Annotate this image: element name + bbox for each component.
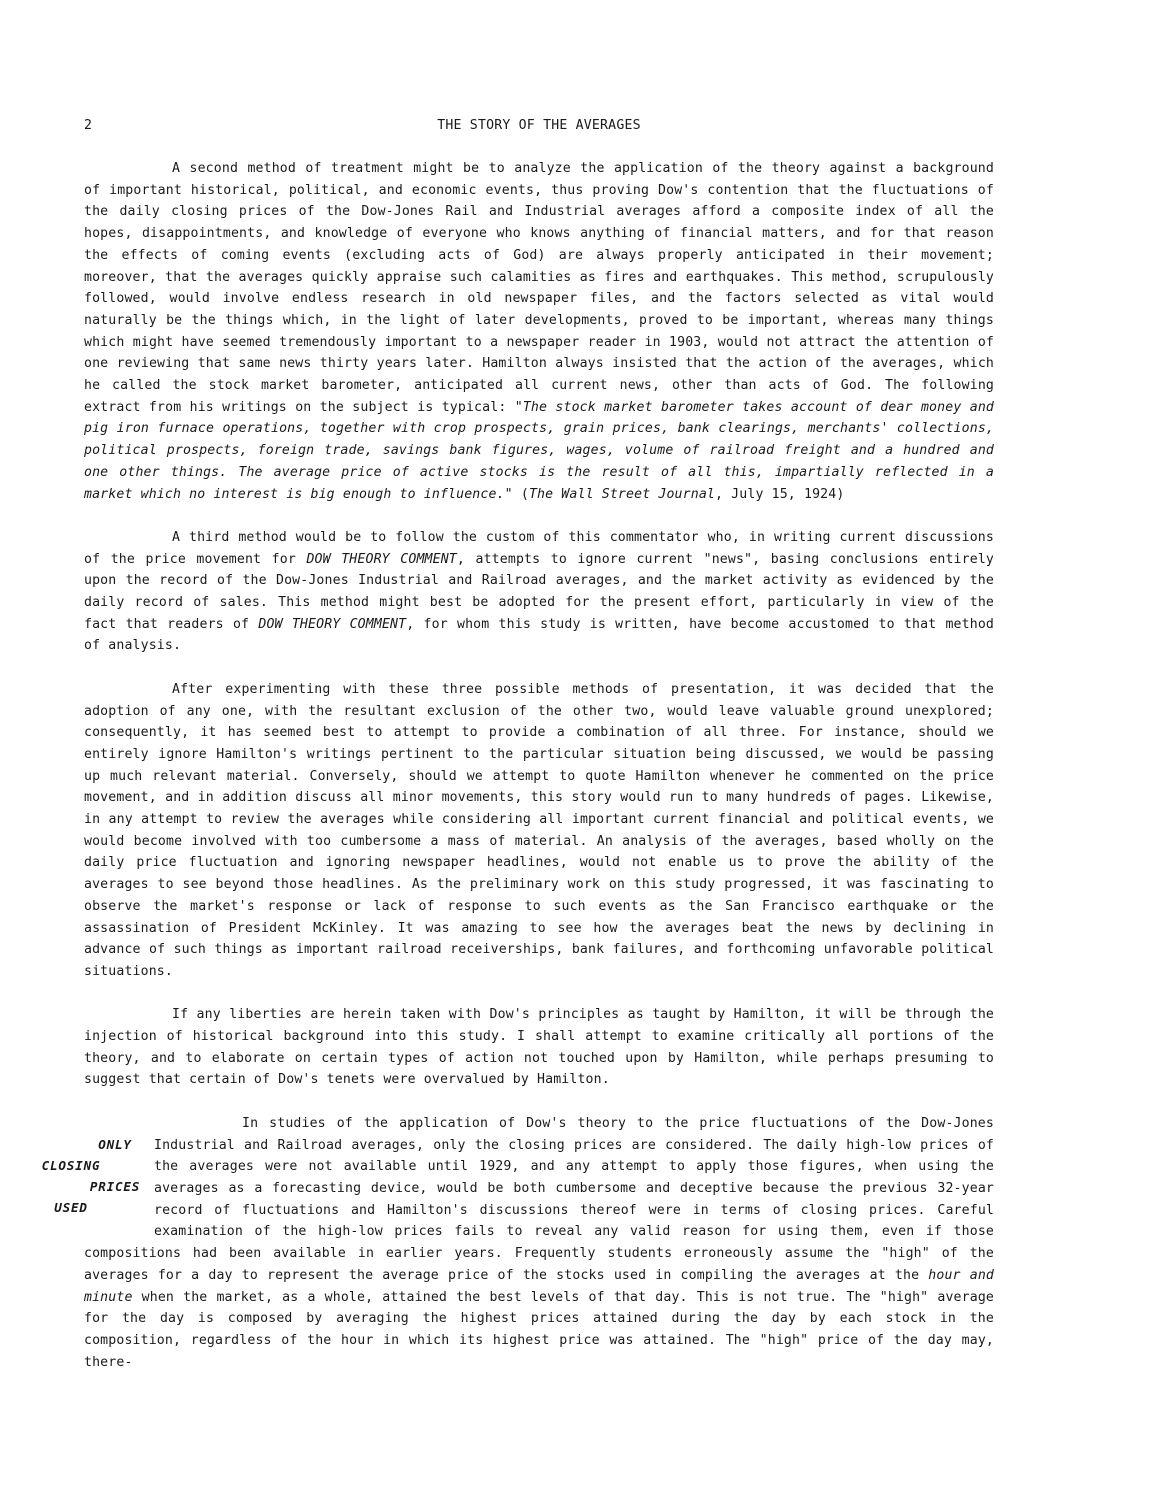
paragraph-text: , for whom this study is written, have become accustomed to that method of analysis. — [84, 616, 994, 654]
paragraph-text: when the market, as a whole, attained the best levels of that day. This is not true. The "high" average for the day is composed by averaging the highest prices attained during the day by each stock in the composition, regardless of the hour in which its highest price was attained. The "high" price of the day may, there- — [84, 1289, 994, 1370]
paragraph-first-method — [84, 158, 994, 505]
page-number: 2 — [84, 118, 93, 133]
page-header — [84, 118, 994, 138]
paragraph-text: , attempts to ignore current "news", basing conclusions entirely upon the record of the Dow-Jones Industrial and Railroad averages, and the market activity as evidenced by the daily record of sales. This method might best be adopted for the present effort, particularly in view of the fact that readers of — [84, 551, 995, 632]
paragraph-liberties: If any liberties are herein taken with Dow's principles as taught by Hamilton, it will be through the injection of historical background into this study. I shall attempt to examine critically all portions of the theory, and to elaborate on certain types of action not touched upon by Hamilton, while perhaps presuming to suggest that certain of Dow's tenets were overvalued by Hamilton. — [84, 1007, 994, 1088]
quote-source-publication: The Wall Street Journal — [528, 486, 715, 502]
paragraph-text: A second method of treatment might be to analyze the application of the theory against a background of important historical, political, and economic events, thus proving Dow's contention that the fluctuations of the daily closing prices of the Dow-Jones Rail and Industrial averages afford a composite index of all the hopes, disappointments, and knowledge of everyone who knows anything of financial matters, and for that reason the effects of coming events (excluding acts of God) are always properly anticipated in their movement; moreover, that the averages quickly appraise such calamities as fires and earthquakes. This method, scrupulously followed, would involve endless research in old newspaper files, and the factors selected as vital would naturally be the things which, in the light of later developments, proved to be important, whereas many things which might have seemed tremendously important to a newspaper reader in 1903, would not attract the attention of one reviewing that same news thirty years later. Hamilton always insisted that the action of the averages, which he called the stock market barometer, anticipated all current news, other than acts of God. The following extract from his writings on the subject is typical: — [84, 161, 994, 415]
side-heading-line: ONLY CLOSING — [41, 1136, 132, 1173]
emphasis-text: hour and minute — [84, 1267, 995, 1305]
publication-title: DOW THEORY COMMENT — [258, 616, 407, 632]
body-text — [41, 158, 995, 1373]
quote-source-date: , July 15, 1924) — [715, 486, 845, 502]
paragraph-closing-prices — [41, 1113, 995, 1373]
paragraph-text: In studies of the application of Dow's theory to the price fluctuations of the Dow-Jones Industrial and Railroad averages, only the closing prices are considered. The daily high-low prices of the averages were not available until 1929, and any attempt to apply those figures, when using the averages as a forecasting device, would be both cumbersome and deceptive because the previous 32-year record of fluctuations and Hamilton's discussions thereof were in terms of closing prices. Careful examination of the high-low prices fails to reveal any valid reason for using them, even if those compositions had been available in earlier years. Frequently students erroneously assume the "high" of the averages for a day to represent the average price of the stocks used in compiling the averages at the — [84, 1115, 994, 1283]
hamilton-quote: "The stock market barometer takes account of dear money and pig iron furnace operations, together with crop prospects, grain prices, bank clearings, merchants' collections, political prospects, foreign trade, savings bank figures, wages, volume of railroad freight and a hundred and one other things. The average price of active stocks is the result of all this, impartially reflected in a market which no interest is big enough to influence." — [84, 399, 994, 502]
quote-source-open: ( — [512, 486, 529, 502]
paragraph-text: A third method would be to follow the custom of this commentator who, in writing current discussions of the price movement for — [84, 529, 994, 567]
side-heading-line: PRICES USED — [54, 1178, 141, 1215]
running-title: THE STORY OF THE AVERAGES — [437, 118, 641, 133]
paragraph-third-method — [84, 527, 994, 657]
publication-title: DOW THEORY COMMENT — [306, 551, 457, 567]
paragraph-combination: After experimenting with these three possible methods of presentation, it was decided that the adoption of any one, with the resultant exclusion of the other two, would leave valuable ground unexplored; consequently, it has seemed best to attempt to provide a combination of all three. For instance, should we entirely ignore Hamilton's writings pertinent to the particular situation being discussed, we would be passing up much relevant material. Conversely, should we attempt to quote Hamilton whenever he commented on the price movement, and in addition discuss all minor movements, this story would run to many hundreds of pages. Likewise, in any attempt to review the averages while considering all important current financial and political events, we would become involved with too cumbersome a mass of material. An analysis of the averages, based wholly on the daily price fluctuation and ignoring newspaper headlines, would not enable us to prove the ability of the averages to see beyond those headlines. As the preliminary work on this study progressed, it was fascinating to observe the market's response or lack of response to such events as the San Francisco earthquake or the assassination of President McKinley. It was amazing to see how the averages beat the news by declining in advance of such things as important railroad receiverships, bank failures, and forthcoming unfavorable political situations. — [84, 681, 994, 979]
side-heading — [0, 1134, 146, 1218]
